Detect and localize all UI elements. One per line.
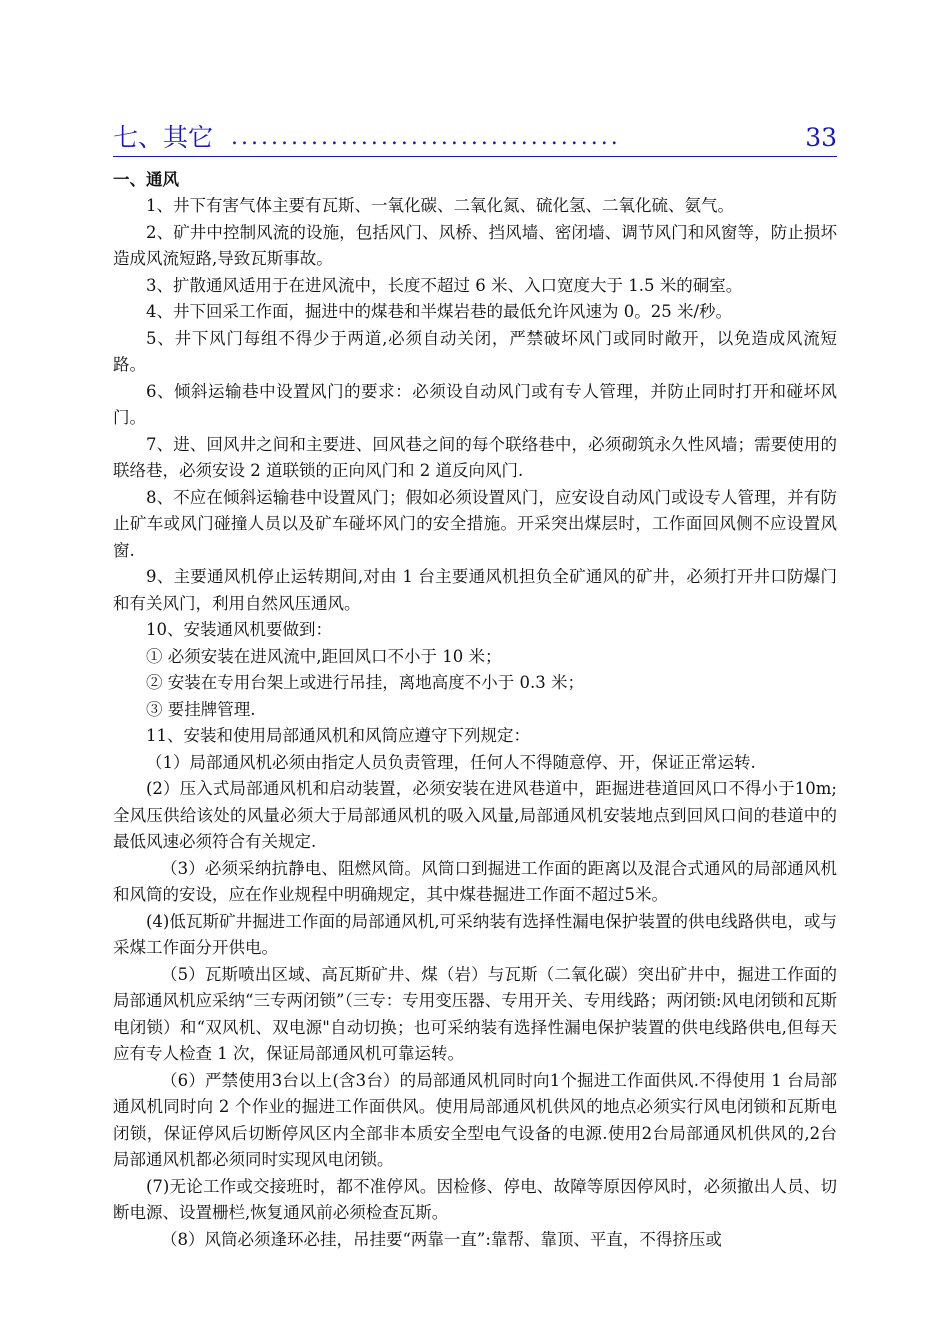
paragraph: 7、进、回风井之间和主要进、回风巷之间的每个联络巷中，必须砌筑永久性风墙；需要使用的联络巷，必须安设 2 道联锁的正向风门和 2 道反向风门. (113, 434, 837, 480)
list-item: ① 必须安装在进风流中,距回风口不小于 10 米； (146, 646, 502, 666)
document-page (113, 120, 837, 1253)
rule-item: （3）必须采纳抗静电、阻燃风筒。风筒口到掘进工作面的距离以及混合式通风的局部通风机和风筒的安设，应在作业规程中明确规定，其中煤巷掘进工作面不超过5米。 (113, 858, 837, 904)
paragraph: 6、倾斜运输巷中设置风门的要求：必须设自动风门或有专人管理，并防止同时打开和碰坏风门。 (113, 381, 837, 427)
paragraph: 11、安装和使用局部通风机和风筒应遵守下列规定： (146, 726, 530, 745)
paragraph: 4、井下回采工作面，掘进中的煤巷和半煤岩巷的最低允许风速为 0。25 米/秒。 (146, 302, 733, 321)
rule-item: （8）风筒必须逢环必挂，吊挂要“两靠一直”:靠帮、靠顶、平直，不得挤压或 (161, 1229, 722, 1249)
list-item: ③ 要挂牌管理. (146, 699, 256, 719)
toc-entry-title: 七、其它 (113, 120, 215, 156)
paragraph: 1、井下有害气体主要有瓦斯、一氧化碳、二氧化氮、硫化氢、二氧化硫、氨气。 (146, 196, 734, 215)
toc-entry-link[interactable] (113, 120, 837, 157)
section-heading: 一、通风 (113, 170, 179, 189)
list-item: ② 安装在专用台架上或进行吊挂，离地高度不小于 0.3 米； (146, 673, 584, 692)
rule-item: （5）瓦斯喷出区域、高瓦斯矿井、煤（岩）与瓦斯（二氧化碳）突出矿井中，掘进工作面的局部通风机应采纳“三专两闭锁”（三专：专用变压器、专用开关、专用线路；两闭锁:风电闭锁和瓦斯电闭锁）和“双风机、双电源"自动切换；也可采纳装有选择性漏电保护装置的供电线路供电,但每天应有专人检查 1 次，保证局部通风机可靠运转。 (113, 964, 837, 1063)
rule-item: (2）压入式局部通风机和启动装置，必须安装在进风巷道中，距掘进巷道回风口不得小于10m;全风压供给该处的风量必须大于局部通风机的吸入风量,局部通风机安装地点到回风口间的巷道中的最低风速必须符合有关规定. (113, 779, 837, 851)
toc-leader-dots: ....................................... (231, 125, 621, 150)
paragraph: 10、安装通风机要做到： (146, 620, 332, 639)
paragraph: 5、井下风门每组不得少于两道,必须自动关闭，严禁破坏风门或同时敞开，以免造成风流短路。 (113, 328, 837, 374)
rule-item: （1）局部通风机必须由指定人员负责管理，任何人不得随意停、开，保证正常运转. (146, 752, 756, 772)
rule-item: (7)无论工作或交接班时，都不准停风。因检修、停电、故障等原因停风时，必须撤出人员、切断电源、设置栅栏,恢复通风前必须检查瓦斯。 (113, 1176, 837, 1222)
rule-item: （6）严禁使用3台以上(含3台）的局部通风机同时向1个掘进工作面供风.不得使用 1 台局部通风机同时向 2 个作业的掘进工作面供风。使用局部通风机供风的地点必须实行风电闭锁和瓦斯电闭锁，保证停风后切断停风区内全部非本质安全型电气设备的电源.使用2台局部通风机供风的,2台局部通风机都必须同时实现风电闭锁。 (113, 1070, 837, 1169)
paragraph: 8、不应在倾斜运输巷中设置风门；假如必须设置风门，应安设自动风门或设专人管理，并有防止矿车或风门碰撞人员以及矿车碰坏风门的安全措施。开采突出煤层时，工作面回风侧不应设置风窗. (113, 487, 837, 560)
paragraph: 9、主要通风机停止运转期间,对由 1 台主要通风机担负全矿通风的矿井，必须打开井口防爆门和有关风门，利用自然风压通风。 (113, 567, 837, 613)
paragraph: 3、扩散通风适用于在进风流中，长度不超过 6 米、入口宽度大于 1.5 米的硐室。 (146, 275, 743, 295)
toc-page-number: 33 (803, 120, 837, 156)
rule-item: (4)低瓦斯矿井掘进工作面的局部通风机,可采纳装有选择性漏电保护装置的供电线路供电，或与采煤工作面分开供电。 (113, 911, 837, 957)
paragraph: 2、矿井中控制风流的设施，包括风门、风桥、挡风墙、密闭墙、调节风门和风窗等，防止损坏造成风流短路,导致瓦斯事故。 (113, 222, 837, 268)
